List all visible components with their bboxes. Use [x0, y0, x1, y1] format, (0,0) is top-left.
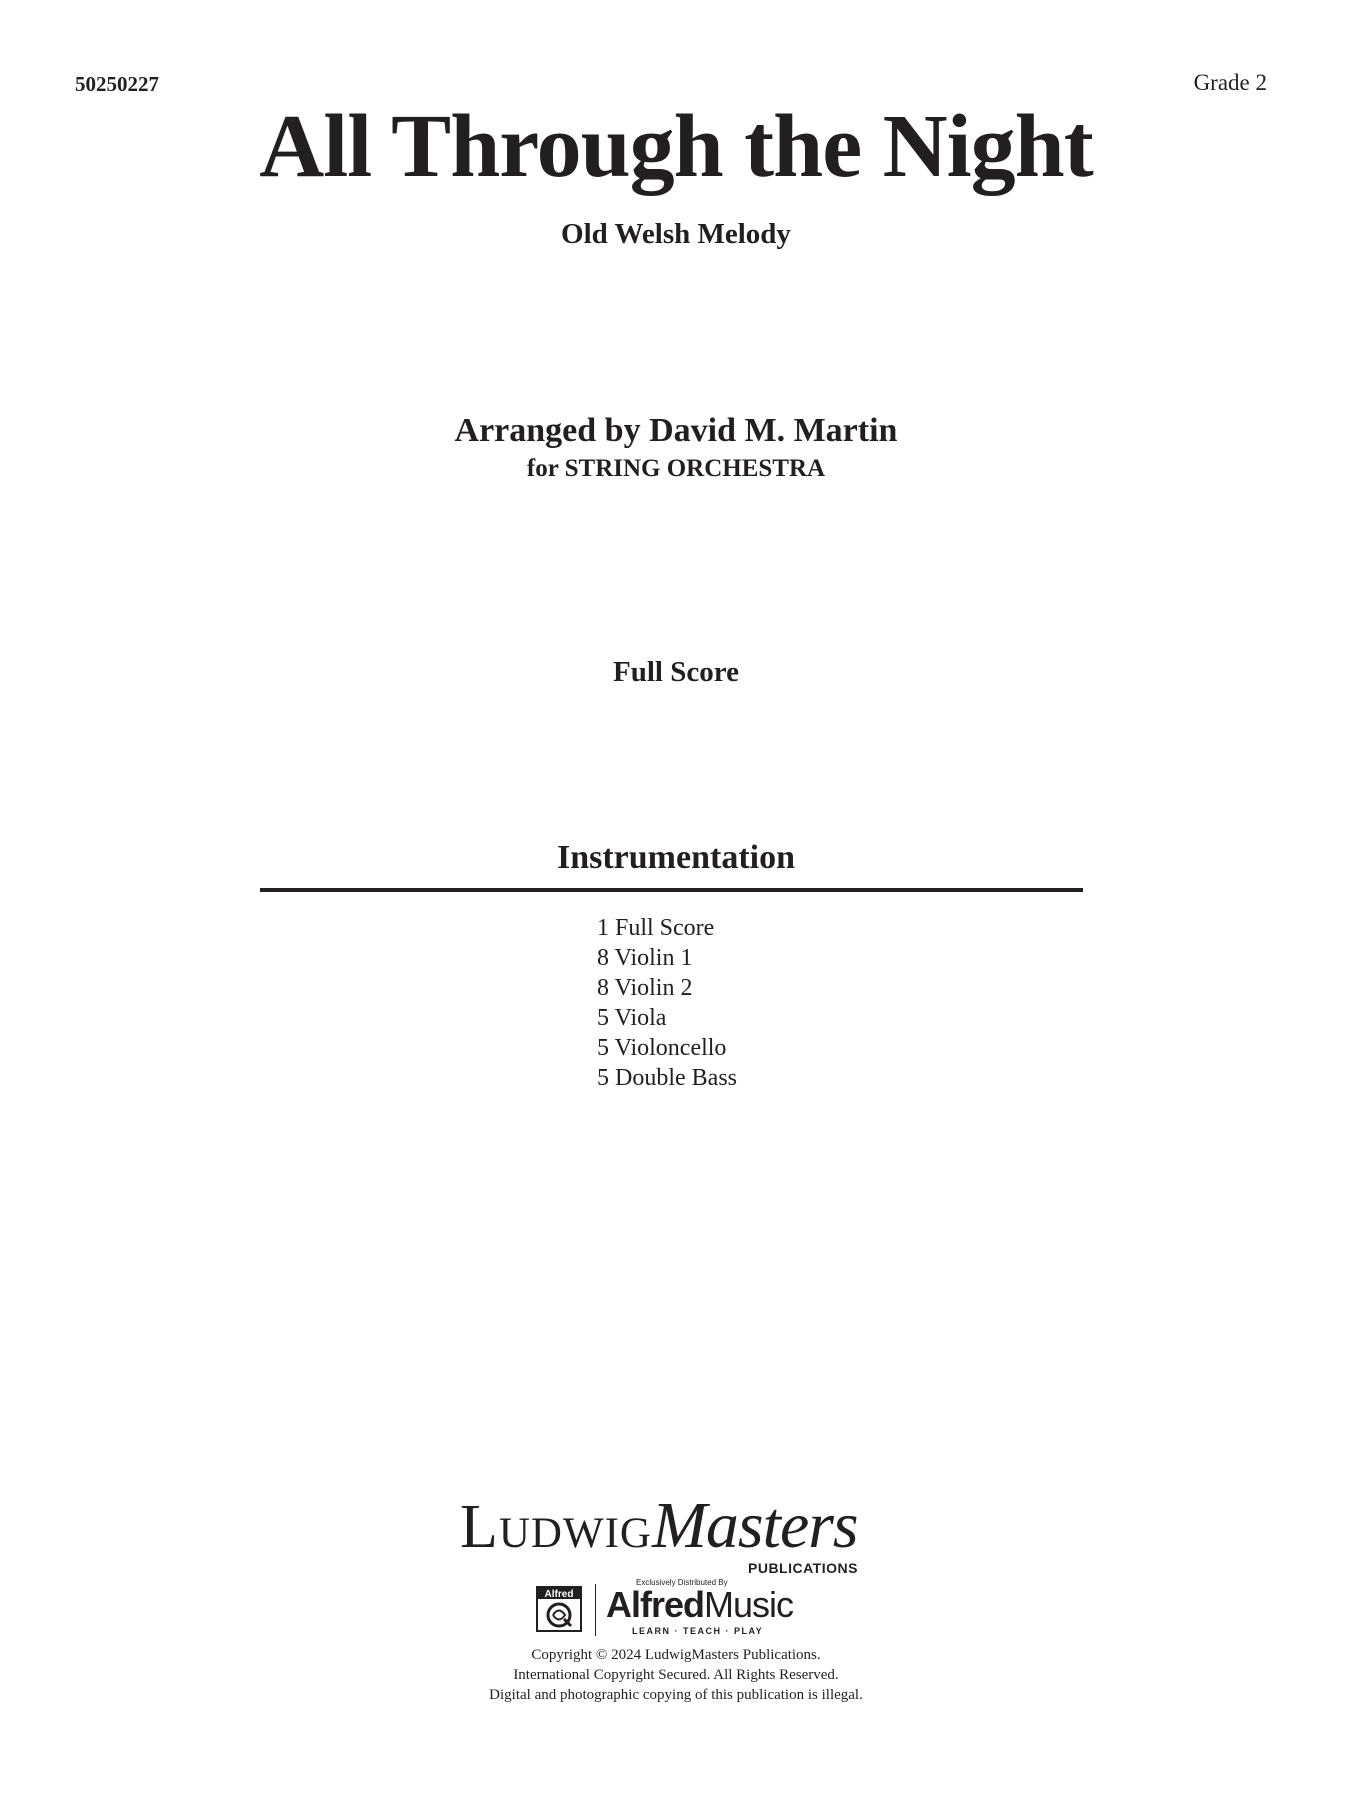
copyright-line: International Copyright Secured. All Rights Reserved. — [513, 1667, 839, 1683]
page-title: All Through the Night — [259, 97, 1093, 196]
instrumentation-item: 5 Viola — [597, 1005, 667, 1031]
copyright-line: Copyright © 2024 LudwigMasters Publications. — [531, 1647, 821, 1663]
masters-wordmark: Masters — [651, 1489, 858, 1562]
copyright-notice — [0, 1645, 1352, 1705]
instrumentation-divider — [260, 888, 1083, 892]
grade-label: Grade 2 — [1193, 70, 1267, 95]
distributed-by-label: Exclusively Distributed By — [636, 1578, 728, 1587]
arranger-credit: Arranged by David M. Martin — [454, 412, 898, 449]
subtitle: Old Welsh Melody — [561, 218, 791, 250]
ludwig-wordmark: Ludwig — [460, 1493, 652, 1561]
instrumentation-item: 5 Double Bass — [597, 1065, 737, 1091]
ludwigmasters-logo — [460, 1488, 858, 1564]
logo-divider — [595, 1584, 596, 1636]
alfred-tagline: LEARN · TEACH · PLAY — [632, 1626, 764, 1636]
alfred-music-logo — [606, 1584, 793, 1626]
ensemble-label: for STRING ORCHESTRA — [526, 455, 826, 482]
alfred-box-label: Alfred — [544, 1589, 574, 1600]
instrumentation-item: 8 Violin 1 — [597, 945, 693, 971]
instrumentation-item: 1 Full Score — [597, 915, 715, 941]
instrumentation-heading: Instrumentation — [556, 839, 796, 876]
catalog-number: 50250227 — [75, 72, 159, 96]
alfred-wordmark: Alfred — [606, 1584, 705, 1625]
instrumentation-item: 5 Violoncello — [597, 1035, 727, 1061]
score-type: Full Score — [613, 656, 739, 688]
alfred-box-logo-icon — [536, 1586, 582, 1632]
instrumentation-item: 8 Violin 2 — [597, 975, 693, 1001]
copyright-line: Digital and photographic copying of this publication is illegal. — [489, 1687, 863, 1703]
instrumentation-list — [597, 913, 737, 1093]
music-wordmark: Music — [704, 1584, 794, 1625]
publications-label: PUBLICATIONS — [748, 1560, 858, 1576]
